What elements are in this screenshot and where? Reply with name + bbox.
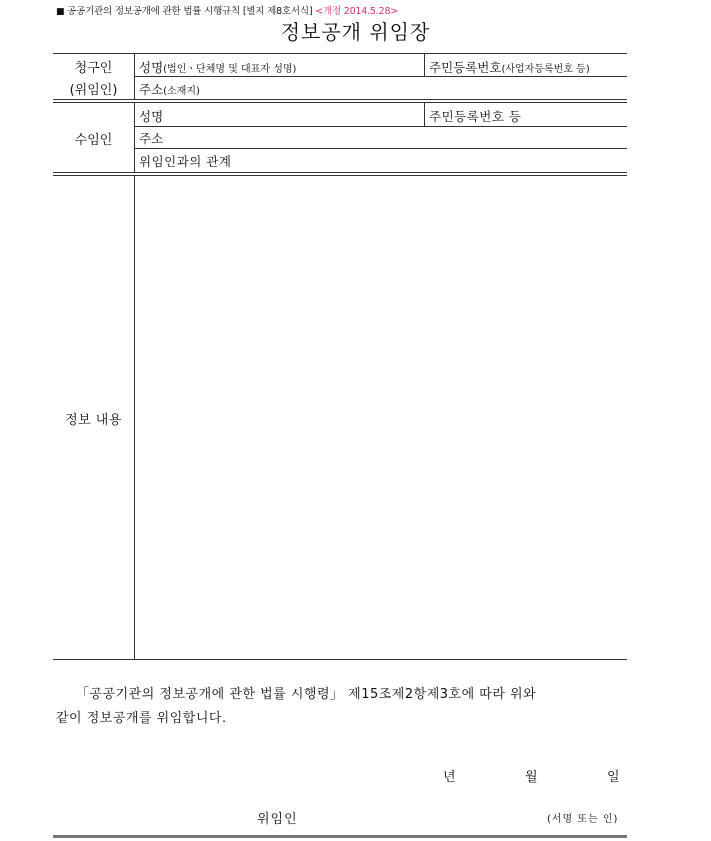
date-year-label: 년 xyxy=(443,770,456,785)
delegate-id-label: 주민등록번호 등 xyxy=(429,109,522,124)
label-column-divider-3 xyxy=(134,176,135,659)
label-column-divider-2 xyxy=(134,103,135,172)
date-year-field[interactable] xyxy=(443,766,456,785)
delegate-id-field[interactable] xyxy=(429,107,522,125)
signature-field[interactable] xyxy=(547,810,618,825)
requester-name-label: 성명 xyxy=(139,60,164,75)
delegate-row-divider-2 xyxy=(134,148,627,149)
section-divider-1b xyxy=(53,102,627,103)
requester-id-field[interactable] xyxy=(429,58,590,76)
delegate-row-divider-1 xyxy=(134,126,627,127)
requester-name-field[interactable] xyxy=(139,58,296,76)
requester-row-divider xyxy=(134,76,627,77)
requester-address-label: 주소 xyxy=(139,82,164,97)
date-month-field[interactable] xyxy=(525,766,538,785)
content-bottom-border xyxy=(53,659,627,660)
label-column-divider-1 xyxy=(134,54,135,99)
delegate-label: 수임인 xyxy=(74,133,113,148)
signature-note: (서명 또는 인) xyxy=(547,814,619,825)
section-divider-2 xyxy=(53,172,627,173)
date-month-label: 월 xyxy=(525,770,538,785)
section-divider-1 xyxy=(53,99,627,100)
amendment-date: <개정 2014.5.28> xyxy=(315,6,399,17)
regulation-header xyxy=(56,3,398,17)
requester-address-note: (소재지) xyxy=(163,86,200,97)
square-bullet-icon: ■ xyxy=(56,7,65,17)
requester-name-note: (법인ㆍ단체명 및 대표자 성명) xyxy=(163,64,297,75)
delegate-address-label: 주소 xyxy=(139,131,164,146)
content-label: 정보 내용 xyxy=(65,413,122,428)
requester-id-label: 주민등록번호 xyxy=(429,60,502,75)
content-field[interactable] xyxy=(136,178,624,656)
requester-id-divider xyxy=(424,54,425,76)
statement-line-2: 같이 정보공개를 위임합니다. xyxy=(56,711,227,726)
requester-sublabel xyxy=(53,79,134,98)
requester-label-title: 청구인 xyxy=(74,61,113,76)
delegate-id-divider xyxy=(424,103,425,126)
delegate-address-field[interactable] xyxy=(139,129,163,147)
signature-label: 위임인 xyxy=(257,812,298,827)
requester-label xyxy=(53,57,134,76)
delegate-relation-label: 위임인과의 관계 xyxy=(139,154,232,169)
requester-id-note: (사업자등록번호 등) xyxy=(501,64,590,75)
regulation-text: 공공기관의 정보공개에 관한 법률 시행규칙 [별지 제8호서식] xyxy=(67,6,313,17)
section-divider-2b xyxy=(53,175,627,176)
document-title: 정보공개 위임장 xyxy=(280,20,431,44)
page-bottom-border xyxy=(53,835,627,838)
delegate-relation-field[interactable] xyxy=(139,152,232,170)
date-day-label: 일 xyxy=(607,770,620,785)
delegation-statement xyxy=(56,683,626,731)
statement-line-1: 「공공기관의 정보공개에 관한 법률 시행령」 제15조제2항제3호에 따라 위와 xyxy=(76,687,537,702)
requester-label-delegator: (위임인) xyxy=(69,83,118,98)
requester-address-field[interactable] xyxy=(139,80,200,98)
delegate-name-label: 성명 xyxy=(139,109,164,124)
delegate-name-field[interactable] xyxy=(139,107,163,125)
table-top-border xyxy=(53,53,627,54)
date-day-field[interactable] xyxy=(607,766,620,785)
